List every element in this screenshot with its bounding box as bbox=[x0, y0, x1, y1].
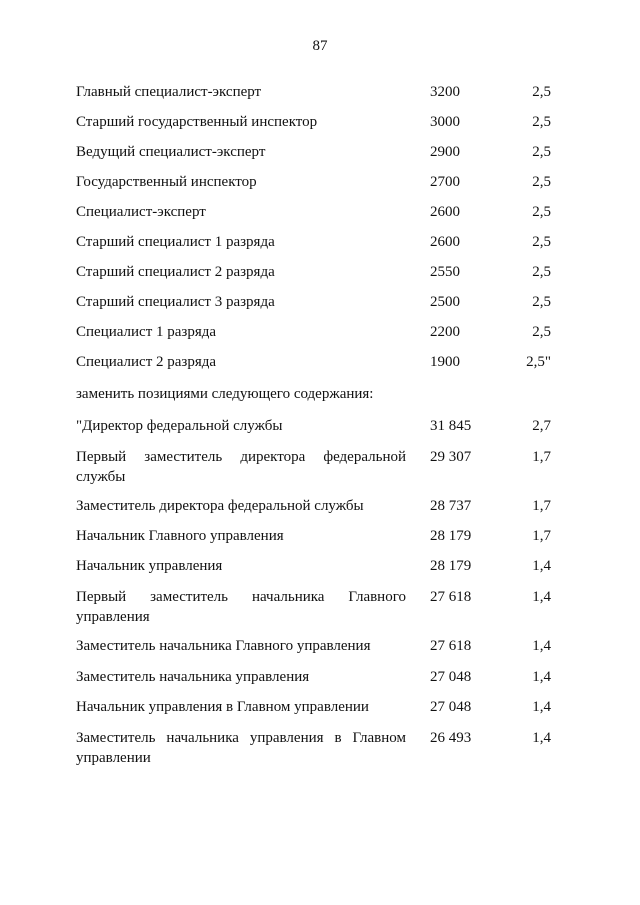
coefficient-value: 2,5 bbox=[532, 114, 551, 130]
position-name: Первый заместитель директора федеральной службы bbox=[76, 449, 406, 485]
position-name: Специалист 2 разряда bbox=[76, 354, 217, 370]
salary-value: 28 737 bbox=[430, 498, 472, 514]
salary-value: 1900 bbox=[430, 354, 460, 370]
salary-value: 27 618 bbox=[430, 638, 472, 654]
coefficient-value: 1,4 bbox=[532, 558, 551, 574]
salary-value: 2600 bbox=[430, 204, 460, 220]
coefficient-value: 2,5 bbox=[532, 324, 551, 340]
position-name: Первый заместитель начальника Главного управления bbox=[76, 589, 406, 625]
position-name: Заместитель директора федеральной службы bbox=[76, 498, 364, 514]
coefficient-value: 2,5 bbox=[532, 264, 551, 280]
coefficient-value: 1,7 bbox=[532, 449, 551, 465]
salary-value: 27 048 bbox=[430, 699, 472, 715]
salary-value: 2500 bbox=[430, 294, 460, 310]
salary-value: 27 618 bbox=[430, 589, 472, 605]
position-name: Главный специалист-эксперт bbox=[76, 84, 262, 100]
position-name: Заместитель начальника управления bbox=[76, 669, 310, 685]
position-name: Начальник управления в Главном управлении bbox=[76, 699, 369, 715]
coefficient-value: 2,5" bbox=[526, 354, 551, 370]
coefficient-value: 2,5 bbox=[532, 84, 551, 100]
coefficient-value: 1,4 bbox=[532, 638, 551, 654]
replace-instruction-text: заменить позициями следующего содержания: bbox=[76, 386, 374, 402]
salary-value: 3200 bbox=[430, 84, 460, 100]
position-name: Специалист 1 разряда bbox=[76, 324, 217, 340]
position-name: Старший специалист 2 разряда bbox=[76, 264, 275, 280]
position-name: Старший государственный инспектор bbox=[76, 114, 318, 130]
salary-value: 29 307 bbox=[430, 449, 472, 465]
coefficient-value: 1,4 bbox=[532, 589, 551, 605]
coefficient-value: 1,4 bbox=[532, 699, 551, 715]
position-name: Государственный инспектор bbox=[76, 174, 257, 190]
salary-value: 26 493 bbox=[430, 730, 472, 746]
salary-value: 27 048 bbox=[430, 669, 472, 685]
salary-value: 2200 bbox=[430, 324, 460, 340]
coefficient-value: 2,5 bbox=[532, 234, 551, 250]
position-name: Специалист-эксперт bbox=[76, 204, 206, 220]
coefficient-value: 1,7 bbox=[532, 498, 551, 514]
position-name: Старший специалист 3 разряда bbox=[76, 294, 275, 310]
salary-value: 2900 bbox=[430, 144, 460, 160]
salary-value: 3000 bbox=[430, 114, 460, 130]
position-name: Заместитель начальника Главного управления bbox=[76, 638, 371, 654]
position-name: Ведущий специалист-эксперт bbox=[76, 144, 266, 160]
coefficient-value: 2,5 bbox=[532, 144, 551, 160]
position-name: Начальник управления bbox=[76, 558, 223, 574]
coefficient-value: 2,7 bbox=[532, 418, 551, 434]
coefficient-value: 1,4 bbox=[532, 730, 551, 746]
position-name: Заместитель начальника управления в Главном управлении bbox=[76, 730, 406, 766]
salary-value: 2600 bbox=[430, 234, 460, 250]
position-name: Начальник Главного управления bbox=[76, 528, 284, 544]
coefficient-value: 1,7 bbox=[532, 528, 551, 544]
salary-value: 2700 bbox=[430, 174, 460, 190]
coefficient-value: 2,5 bbox=[532, 204, 551, 220]
salary-value: 28 179 bbox=[430, 528, 472, 544]
coefficient-value: 1,4 bbox=[532, 669, 551, 685]
salary-value: 31 845 bbox=[430, 418, 472, 434]
salary-value: 2550 bbox=[430, 264, 460, 280]
salary-value: 28 179 bbox=[430, 558, 472, 574]
position-name: Старший специалист 1 разряда bbox=[76, 234, 275, 250]
coefficient-value: 2,5 bbox=[532, 294, 551, 310]
position-name: "Директор федеральной службы bbox=[76, 418, 283, 434]
page-number: 87 bbox=[312, 38, 328, 54]
coefficient-value: 2,5 bbox=[532, 174, 551, 190]
